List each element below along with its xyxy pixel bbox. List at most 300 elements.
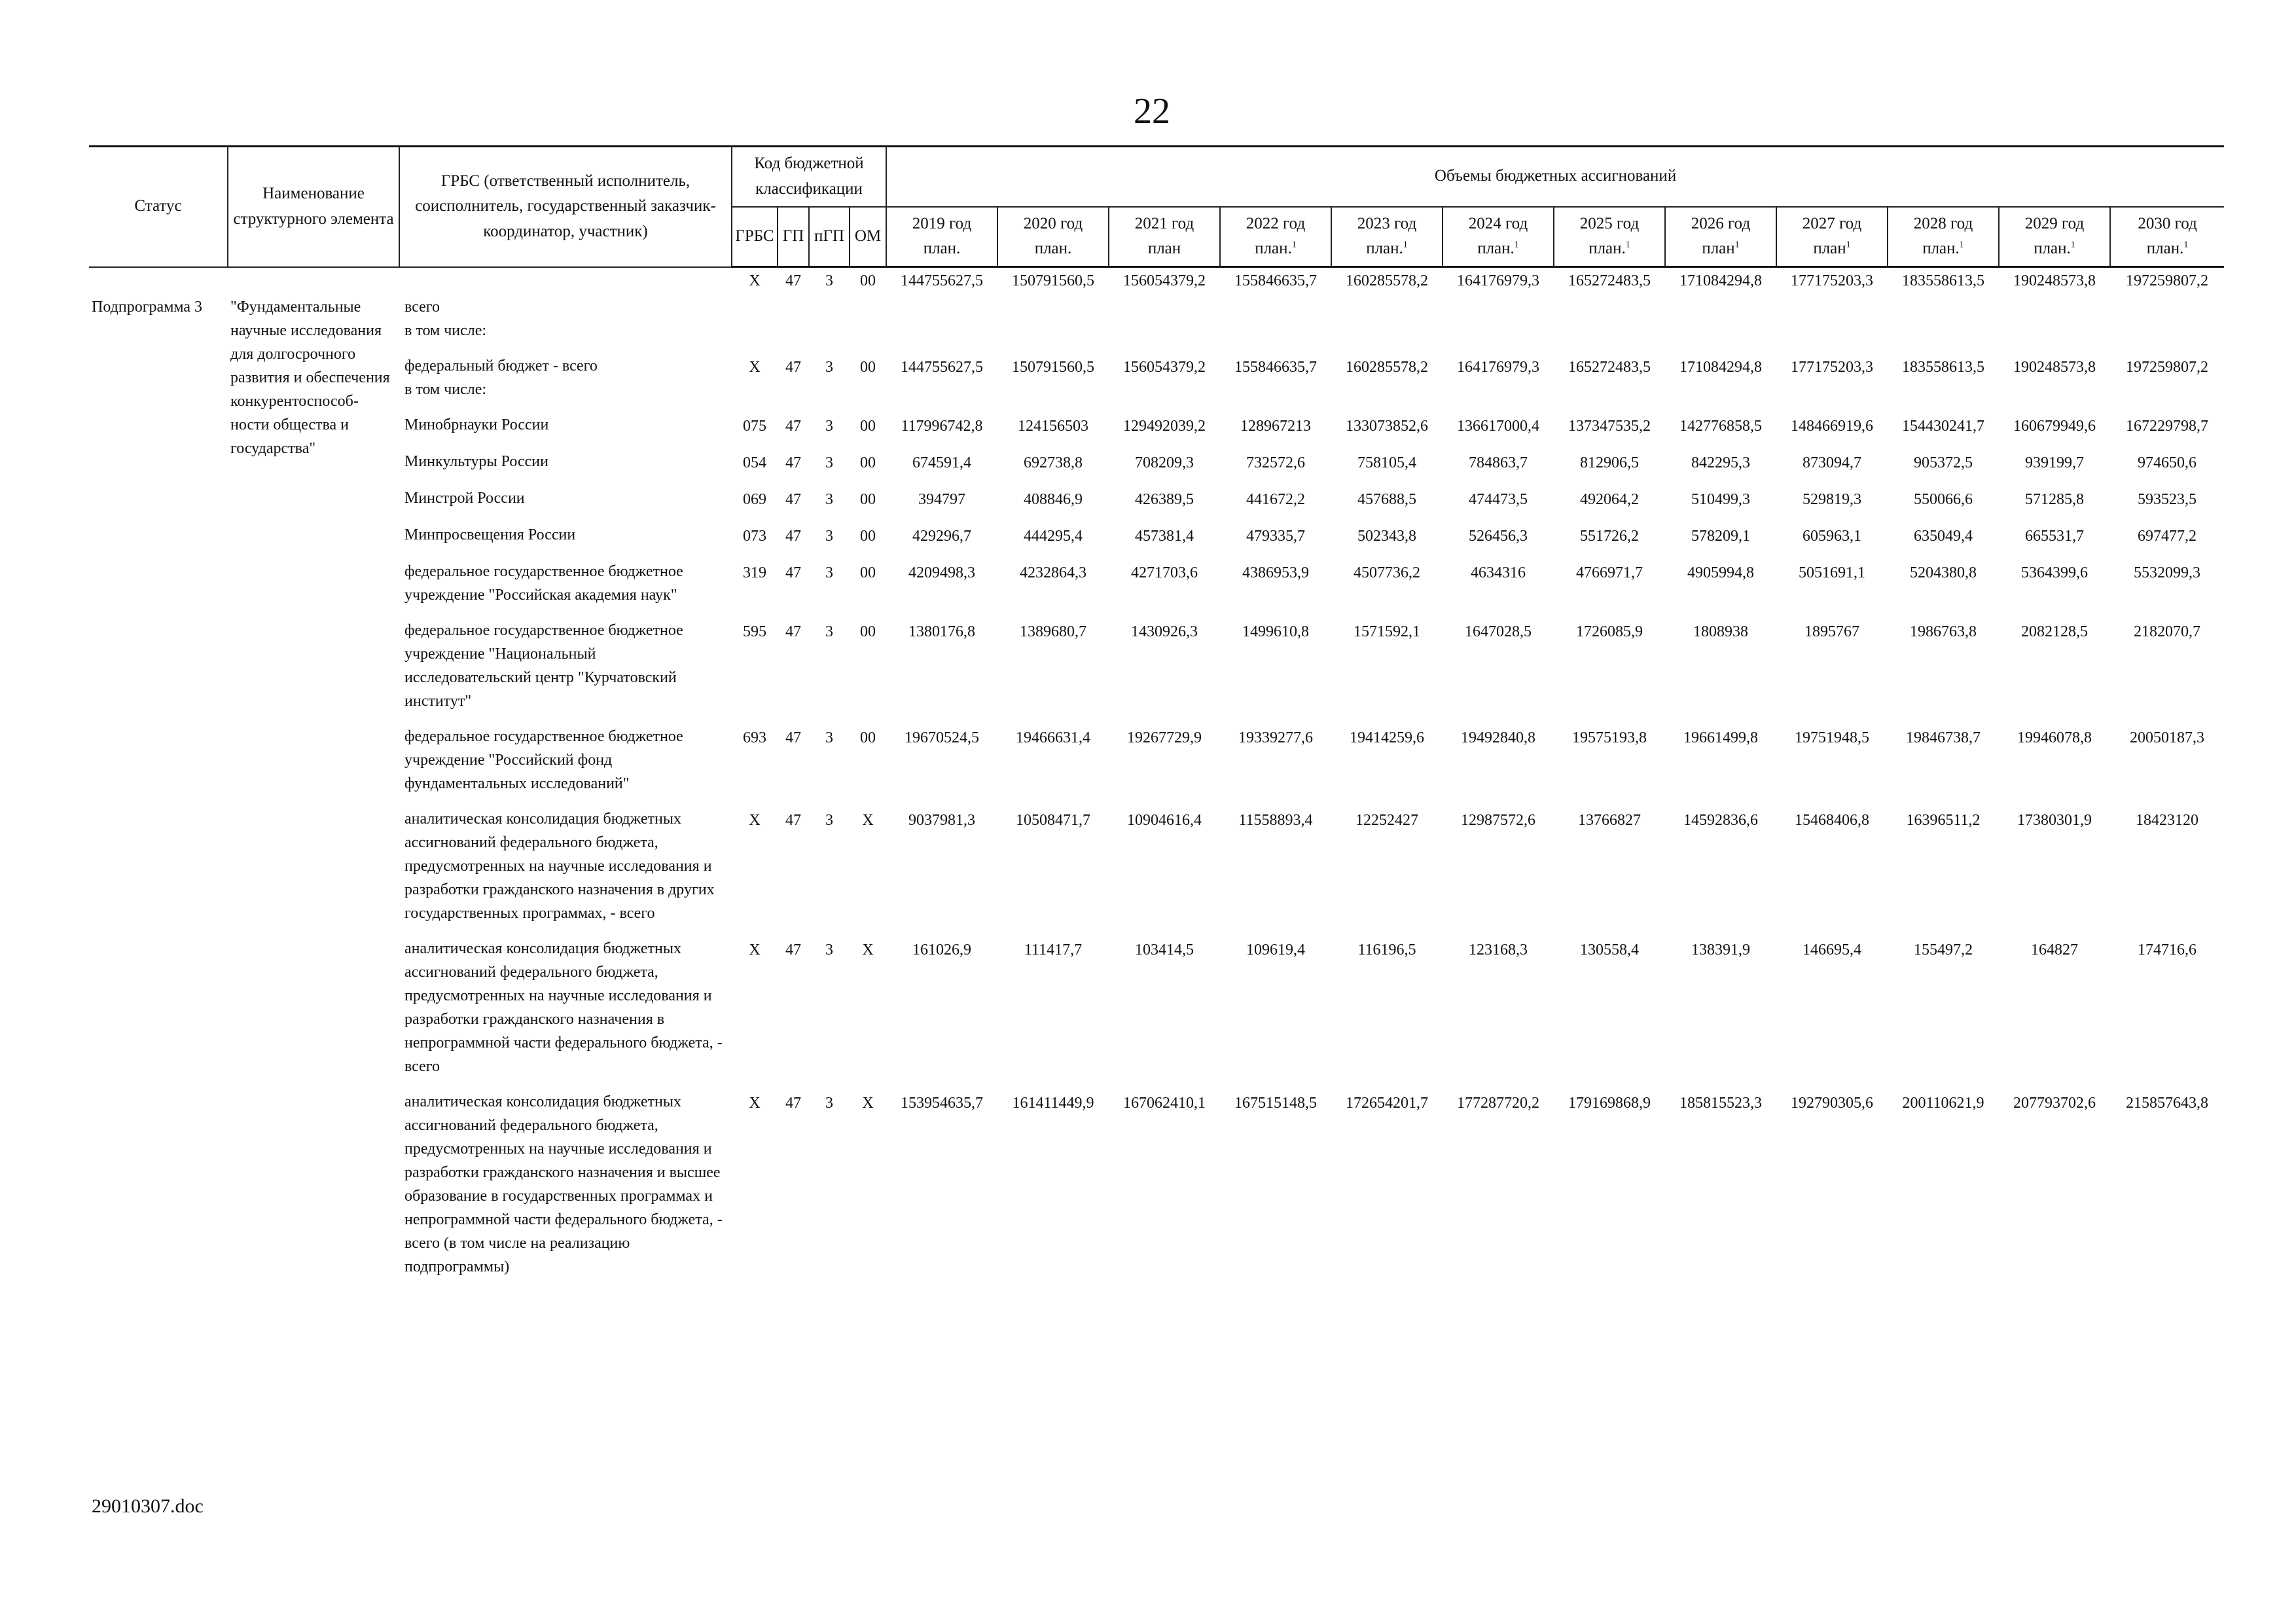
- amount-cell: 10904616,4: [1127, 811, 1202, 829]
- amount-cell: 578209,1: [1691, 527, 1750, 545]
- amount-cell: 4905994,8: [1687, 564, 1754, 581]
- code-grbs-cell: Х: [749, 941, 761, 958]
- amount-cell: 190248573,8: [2013, 358, 2096, 376]
- header-budget-code-group: Код бюджетной классификации: [732, 147, 886, 207]
- header-year-col: [1220, 207, 1331, 267]
- header-year-col: [1331, 207, 1443, 267]
- footnote-marker: 1: [1291, 240, 1297, 250]
- amount-cell: 1986763,8: [1910, 623, 1977, 640]
- table-row: [89, 807, 2224, 937]
- amount-cell: 138391,9: [1691, 941, 1750, 958]
- code-grbs-cell: 693: [743, 729, 766, 746]
- amount-cell: 4232864,3: [1020, 564, 1086, 581]
- amount-cell: 19751948,5: [1795, 729, 1869, 746]
- header-year-col: [1443, 207, 1554, 267]
- amount-cell: 605963,1: [1803, 527, 1861, 545]
- amount-cell: 5051691,1: [1799, 564, 1865, 581]
- header-year-col: [1999, 207, 2110, 267]
- amount-cell: 939199,7: [2025, 454, 2084, 471]
- amount-cell: 109619,4: [1246, 941, 1305, 958]
- code-om-cell: 00: [860, 527, 876, 545]
- amount-cell: 784863,7: [1469, 454, 1528, 471]
- header-code-col: ГРБС: [732, 207, 778, 267]
- amount-cell: 177175203,3: [1791, 358, 1873, 376]
- amount-cell: 14592836,6: [1683, 811, 1758, 829]
- amount-cell: 165272483,5: [1568, 272, 1651, 289]
- header-year-col: [2110, 207, 2224, 267]
- code-pgp-cell: 3: [825, 490, 833, 508]
- code-om-cell: 00: [860, 417, 876, 435]
- code-om-cell: 00: [860, 623, 876, 640]
- amount-cell: 142776858,5: [1679, 417, 1762, 435]
- amount-cell: 2182070,7: [2134, 623, 2201, 640]
- code-om-cell: 00: [860, 729, 876, 746]
- amount-cell: 1389680,7: [1020, 623, 1086, 640]
- amount-cell: 146695,4: [1803, 941, 1861, 958]
- header-year-label: 2024 год: [1468, 214, 1528, 232]
- header-code-col: пГП: [809, 207, 850, 267]
- code-pgp-cell: 3: [825, 1094, 833, 1112]
- header-plan-text: план.: [1366, 240, 1403, 258]
- amount-cell: 12252427: [1355, 811, 1418, 829]
- amount-cell: 103414,5: [1135, 941, 1194, 958]
- code-om-cell: 00: [860, 272, 876, 289]
- amount-cell: 183558613,5: [1902, 358, 1984, 376]
- table-row: [89, 560, 2224, 619]
- code-om-cell: Х: [862, 811, 874, 829]
- table-row: [89, 413, 2224, 450]
- amount-cell: 155846635,7: [1234, 358, 1317, 376]
- amount-cell: 137347535,2: [1568, 417, 1651, 435]
- grbs-name-text: федеральное государственное бюджетное учреждение "Российский фонд фундаментальных исследований": [404, 727, 683, 792]
- header-plan-text: план: [1702, 240, 1735, 258]
- amount-cell: 474473,5: [1469, 490, 1528, 508]
- code-grbs-cell: Х: [749, 1094, 761, 1112]
- amount-cell: 19661499,8: [1683, 729, 1758, 746]
- amount-cell: 550066,6: [1914, 490, 1973, 508]
- header-plan-text: план.: [1255, 240, 1292, 258]
- footnote-marker: 1: [1625, 240, 1630, 250]
- footnote-marker: 1: [1846, 240, 1851, 250]
- table-row: [89, 725, 2224, 807]
- header-year-col: [886, 207, 997, 267]
- amount-cell: 161026,9: [912, 941, 971, 958]
- amount-cell: 155497,2: [1914, 941, 1973, 958]
- grbs-name-subtext: в том числе:: [404, 321, 487, 339]
- header-code-col: ОМ: [850, 207, 886, 267]
- amount-cell: 19466631,4: [1016, 729, 1090, 746]
- amount-cell: 635049,4: [1914, 527, 1973, 545]
- header-plan-label: [1112, 236, 1217, 262]
- amount-cell: 150791560,5: [1012, 272, 1094, 289]
- budget-allocation-table: [89, 145, 2224, 1290]
- amount-cell: 17380301,9: [2017, 811, 2092, 829]
- header-status: Статус: [89, 147, 228, 267]
- amount-cell: 551726,2: [1580, 527, 1639, 545]
- amount-cell: 155846635,7: [1234, 272, 1317, 289]
- header-plan-text: план: [1147, 240, 1181, 258]
- amount-cell: 185815523,3: [1679, 1094, 1762, 1112]
- amount-cell: 873094,7: [1803, 454, 1861, 471]
- grbs-name-cell: [399, 807, 732, 937]
- code-pgp-cell: 3: [825, 417, 833, 435]
- code-grbs-cell: Х: [749, 358, 761, 376]
- header-plan-text: план: [1813, 240, 1846, 258]
- amount-cell: 12987572,6: [1461, 811, 1535, 829]
- footnote-marker: 1: [2183, 240, 2189, 250]
- code-gp-cell: 47: [785, 729, 801, 746]
- code-gp-cell: 47: [785, 623, 801, 640]
- amount-cell: 19267729,9: [1127, 729, 1202, 746]
- amount-cell: 215857643,8: [2126, 1094, 2209, 1112]
- table-row: [89, 1090, 2224, 1290]
- code-om-cell: Х: [862, 1094, 874, 1112]
- amount-cell: 10508471,7: [1016, 811, 1090, 829]
- amount-cell: 190248573,8: [2013, 272, 2096, 289]
- header-plan-label: [1668, 236, 1773, 262]
- table-row: [89, 354, 2224, 413]
- amount-cell: 171084294,8: [1679, 272, 1762, 289]
- amount-cell: 124156503: [1018, 417, 1088, 435]
- amount-cell: 167515148,5: [1234, 1094, 1317, 1112]
- header-plan-label: [2002, 236, 2107, 262]
- code-pgp-cell: 3: [825, 527, 833, 545]
- amount-cell: 1808938: [1693, 623, 1748, 640]
- amount-cell: 11558893,4: [1238, 811, 1313, 829]
- grbs-name-text: Минкультуры России: [404, 452, 548, 470]
- grbs-name-text: всего: [404, 298, 440, 316]
- element-name-cell: "Фундаментальные научные исследования для долгосрочного развития и обеспечения конкурентоспособ-ности общества и государства": [230, 298, 390, 457]
- amount-cell: 179169868,9: [1568, 1094, 1651, 1112]
- code-gp-cell: 47: [785, 811, 801, 829]
- amount-cell: 708209,3: [1135, 454, 1194, 471]
- header-year-label: 2022 год: [1246, 214, 1306, 232]
- amount-cell: 19846738,7: [1906, 729, 1981, 746]
- code-gp-cell: 47: [785, 272, 801, 289]
- amount-cell: 174716,6: [2138, 941, 2197, 958]
- header-volumes-group: Объемы бюджетных ассигнований: [886, 147, 2224, 207]
- amount-cell: 5532099,3: [2134, 564, 2201, 581]
- amount-cell: 150791560,5: [1012, 358, 1094, 376]
- amount-cell: 15468406,8: [1795, 811, 1869, 829]
- amount-cell: 4507736,2: [1354, 564, 1420, 581]
- code-grbs-cell: 075: [743, 417, 766, 435]
- code-grbs-cell: 595: [743, 623, 766, 640]
- code-grbs-cell: 319: [743, 564, 766, 581]
- amount-cell: 20050187,3: [2130, 729, 2205, 746]
- header-plan-label: [1891, 236, 1996, 262]
- amount-cell: 1499610,8: [1242, 623, 1309, 640]
- code-gp-cell: 47: [785, 358, 801, 376]
- amount-cell: 172654201,7: [1346, 1094, 1428, 1112]
- code-gp-cell: 47: [785, 564, 801, 581]
- amount-cell: 111417,7: [1024, 941, 1083, 958]
- amount-cell: 444295,4: [1024, 527, 1083, 545]
- amount-cell: 207793702,6: [2013, 1094, 2096, 1112]
- amount-cell: 1380176,8: [908, 623, 975, 640]
- grbs-name-cell: [399, 486, 732, 523]
- grbs-name-text: федеральный бюджет - всего: [404, 357, 598, 374]
- footnote-marker: 1: [1959, 240, 1964, 250]
- header-code-col: ГП: [778, 207, 809, 267]
- code-grbs-cell: Х: [749, 272, 761, 289]
- code-gp-cell: 47: [785, 490, 801, 508]
- amount-cell: 426389,5: [1135, 490, 1194, 508]
- amount-cell: 19339277,6: [1238, 729, 1313, 746]
- table-row: [89, 937, 2224, 1090]
- amount-cell: 156054379,2: [1123, 358, 1206, 376]
- grbs-name-text: федеральное государственное бюджетное учреждение "Национальный исследовательский центр "Курчатовский институт": [404, 621, 683, 710]
- code-gp-cell: 47: [785, 454, 801, 471]
- code-pgp-cell: 3: [825, 564, 833, 581]
- amount-cell: 492064,2: [1580, 490, 1639, 508]
- code-pgp-cell: 3: [825, 811, 833, 829]
- amount-cell: 156054379,2: [1123, 272, 1206, 289]
- header-year-col: [1776, 207, 1888, 267]
- amount-cell: 692738,8: [1024, 454, 1083, 471]
- document-filename: 29010307.doc: [92, 1495, 204, 1517]
- amount-cell: 16396511,2: [1906, 811, 1981, 829]
- amount-cell: 9037981,3: [908, 811, 975, 829]
- amount-cell: 128967213: [1240, 417, 1311, 435]
- amount-cell: 144755627,5: [901, 272, 983, 289]
- grbs-name-cell: [399, 413, 732, 450]
- grbs-name-cell: [399, 267, 732, 354]
- amount-cell: 2082128,5: [2021, 623, 2088, 640]
- amount-cell: 130558,4: [1580, 941, 1639, 958]
- code-pgp-cell: 3: [825, 454, 833, 471]
- grbs-name-cell: [399, 619, 732, 725]
- grbs-name-cell: [399, 523, 732, 560]
- header-year-col: [1554, 207, 1665, 267]
- amount-cell: 4271703,6: [1131, 564, 1198, 581]
- amount-cell: 479335,7: [1246, 527, 1305, 545]
- code-pgp-cell: 3: [825, 272, 833, 289]
- header-year-label: 2019 год: [912, 214, 972, 232]
- amount-cell: 1895767: [1804, 623, 1859, 640]
- page-number: 22: [1134, 91, 1170, 132]
- header-plan-text: план.: [1922, 240, 1960, 258]
- amount-cell: 732572,6: [1246, 454, 1305, 471]
- amount-cell: 5204380,8: [1910, 564, 1977, 581]
- header-plan-label: [1446, 236, 1551, 262]
- amount-cell: 697477,2: [2138, 527, 2197, 545]
- amount-cell: 164827: [2031, 941, 2078, 958]
- code-grbs-cell: 054: [743, 454, 766, 471]
- grbs-name-text: Минстрой России: [404, 489, 525, 507]
- header-year-col: [1109, 207, 1220, 267]
- code-om-cell: Х: [862, 941, 874, 958]
- header-plan-label: [1001, 236, 1105, 262]
- amount-cell: 842295,3: [1691, 454, 1750, 471]
- code-grbs-cell: 069: [743, 490, 766, 508]
- amount-cell: 144755627,5: [901, 358, 983, 376]
- amount-cell: 4386953,9: [1242, 564, 1309, 581]
- amount-cell: 1430926,3: [1131, 623, 1198, 640]
- grbs-name-cell: [399, 354, 732, 413]
- amount-cell: 4766971,7: [1576, 564, 1643, 581]
- grbs-name-cell: [399, 725, 732, 807]
- grbs-name-text: Минпросвещения России: [404, 526, 576, 543]
- amount-cell: 133073852,6: [1346, 417, 1428, 435]
- code-grbs-cell: 073: [743, 527, 766, 545]
- header-year-col: [1888, 207, 1999, 267]
- code-gp-cell: 47: [785, 417, 801, 435]
- header-plan-label: [1557, 236, 1662, 262]
- table-row: [89, 523, 2224, 560]
- amount-cell: 4634316: [1471, 564, 1526, 581]
- amount-cell: 192790305,6: [1791, 1094, 1873, 1112]
- header-plan-label: [2113, 236, 2221, 262]
- header-plan-text: план.: [1034, 240, 1072, 258]
- header-year-label: 2021 год: [1134, 214, 1194, 232]
- code-pgp-cell: 3: [825, 729, 833, 746]
- amount-cell: 123168,3: [1469, 941, 1528, 958]
- amount-cell: 1726085,9: [1576, 623, 1643, 640]
- amount-cell: 117996742,8: [901, 417, 983, 435]
- code-om-cell: 00: [860, 564, 876, 581]
- amount-cell: 19946078,8: [2017, 729, 2092, 746]
- amount-cell: 510499,3: [1691, 490, 1750, 508]
- amount-cell: 136617000,4: [1457, 417, 1539, 435]
- amount-cell: 5364399,6: [2021, 564, 2088, 581]
- header-plan-text: план.: [1477, 240, 1515, 258]
- amount-cell: 197259807,2: [2126, 272, 2209, 289]
- amount-cell: 164176979,3: [1457, 358, 1539, 376]
- header-year-col: [997, 207, 1109, 267]
- code-grbs-cell: Х: [749, 811, 761, 829]
- header-plan-text: план.: [2146, 240, 2184, 258]
- amount-cell: 974650,6: [2138, 454, 2197, 471]
- grbs-name-cell: [399, 450, 732, 486]
- header-plan-label: [1223, 236, 1328, 262]
- amount-cell: 441672,2: [1246, 490, 1305, 508]
- table-row: [89, 619, 2224, 725]
- amount-cell: 905372,5: [1914, 454, 1973, 471]
- amount-cell: 197259807,2: [2126, 358, 2209, 376]
- grbs-name-cell: [399, 1090, 732, 1290]
- amount-cell: 457381,4: [1135, 527, 1194, 545]
- header-plan-label: [889, 236, 994, 262]
- table-body: [89, 267, 2224, 1290]
- amount-cell: 674591,4: [912, 454, 971, 471]
- amount-cell: 4209498,3: [908, 564, 975, 581]
- amount-cell: 167062410,1: [1123, 1094, 1206, 1112]
- header-element-name: Наименование структурного элемента: [228, 147, 399, 267]
- amount-cell: 177175203,3: [1791, 272, 1873, 289]
- amount-cell: 177287720,2: [1457, 1094, 1539, 1112]
- amount-cell: 19414259,6: [1350, 729, 1424, 746]
- amount-cell: 1571592,1: [1354, 623, 1420, 640]
- code-gp-cell: 47: [785, 1094, 801, 1112]
- amount-cell: 394797: [918, 490, 965, 508]
- table-row: [89, 486, 2224, 523]
- header-plan-text: план.: [2034, 240, 2071, 258]
- grbs-name-cell: [399, 560, 732, 619]
- table-row: [89, 450, 2224, 486]
- amount-cell: 593523,5: [2138, 490, 2197, 508]
- grbs-name-text: Минобрнауки России: [404, 416, 549, 433]
- code-om-cell: 00: [860, 490, 876, 508]
- header-plan-label: [1335, 236, 1439, 262]
- amount-cell: 161411449,9: [1012, 1094, 1094, 1112]
- table-row: [89, 267, 2224, 354]
- header-year-label: 2023 год: [1357, 214, 1417, 232]
- amount-cell: 502343,8: [1357, 527, 1416, 545]
- amount-cell: 154430241,7: [1902, 417, 1984, 435]
- amount-cell: 148466919,6: [1791, 417, 1873, 435]
- amount-cell: 18423120: [2136, 811, 2199, 829]
- header-year-label: 2028 год: [1913, 214, 1973, 232]
- amount-cell: 160285578,2: [1346, 272, 1428, 289]
- amount-cell: 171084294,8: [1679, 358, 1762, 376]
- footnote-marker: 1: [1403, 240, 1408, 250]
- amount-cell: 408846,9: [1024, 490, 1083, 508]
- amount-cell: 19670524,5: [905, 729, 979, 746]
- amount-cell: 812906,5: [1580, 454, 1639, 471]
- header-year-label: 2020 год: [1023, 214, 1083, 232]
- grbs-name-text: аналитическая консолидация бюджетных ассигнований федерального бюджета, предусмотренных на научные исследования и разработки гражданского назначения в непрограммной части федерального бюджета, - всего: [404, 939, 723, 1075]
- code-pgp-cell: 3: [825, 623, 833, 640]
- code-gp-cell: 47: [785, 527, 801, 545]
- header-plan-text: план.: [1588, 240, 1626, 258]
- header-year-label: 2026 год: [1691, 214, 1751, 232]
- amount-cell: 153954635,7: [901, 1094, 983, 1112]
- code-om-cell: 00: [860, 358, 876, 376]
- amount-cell: 160285578,2: [1346, 358, 1428, 376]
- amount-cell: 183558613,5: [1902, 272, 1984, 289]
- code-om-cell: 00: [860, 454, 876, 471]
- header-year-label: 2027 год: [1802, 214, 1862, 232]
- grbs-name-cell: [399, 937, 732, 1090]
- amount-cell: 13766827: [1578, 811, 1641, 829]
- amount-cell: 758105,4: [1357, 454, 1416, 471]
- header-grbs-name: ГРБС (ответственный исполнитель, соисполнитель, государственный заказчик-координатор, участник): [399, 147, 732, 267]
- footnote-marker: 1: [2070, 240, 2075, 250]
- amount-cell: 526456,3: [1469, 527, 1528, 545]
- footnote-marker: 1: [1734, 240, 1740, 250]
- code-pgp-cell: 3: [825, 941, 833, 958]
- grbs-name-text: федеральное государственное бюджетное учреждение "Российская академия наук": [404, 562, 683, 604]
- header-year-label: 2029 год: [2024, 214, 2085, 232]
- amount-cell: 571285,8: [2025, 490, 2084, 508]
- code-pgp-cell: 3: [825, 358, 833, 376]
- grbs-name-text: аналитическая консолидация бюджетных ассигнований федерального бюджета, предусмотренных на научные исследования и разработки гражданского назначения и высшее образование в государственных программах и непрограммной части федерального бюджета, - всего (в том числе на реализацию подпрограммы): [404, 1093, 723, 1275]
- amount-cell: 167229798,7: [2126, 417, 2209, 435]
- amount-cell: 457688,5: [1357, 490, 1416, 508]
- header-year-label: 2030 год: [2138, 214, 2197, 232]
- amount-cell: 129492039,2: [1123, 417, 1206, 435]
- amount-cell: 160679949,6: [2013, 417, 2096, 435]
- grbs-name-subtext: в том числе:: [404, 380, 487, 398]
- code-gp-cell: 47: [785, 941, 801, 958]
- amount-cell: 1647028,5: [1465, 623, 1532, 640]
- amount-cell: 200110621,9: [1902, 1094, 1984, 1112]
- header-year-label: 2025 год: [1579, 214, 1640, 232]
- amount-cell: 116196,5: [1357, 941, 1416, 958]
- amount-cell: 165272483,5: [1568, 358, 1651, 376]
- grbs-name-text: аналитическая консолидация бюджетных ассигнований федерального бюджета, предусмотренных на научные исследования и разработки гражданского назначения в других государственных программах, - всего: [404, 810, 715, 922]
- header-year-col: [1665, 207, 1776, 267]
- header-plan-text: план.: [923, 240, 961, 258]
- amount-cell: 19492840,8: [1461, 729, 1535, 746]
- amount-cell: 164176979,3: [1457, 272, 1539, 289]
- footnote-marker: 1: [1514, 240, 1519, 250]
- header-plan-label: [1780, 236, 1884, 262]
- status-cell: Подпрограмма 3: [92, 298, 203, 316]
- amount-cell: 429296,7: [912, 527, 971, 545]
- amount-cell: 665531,7: [2025, 527, 2084, 545]
